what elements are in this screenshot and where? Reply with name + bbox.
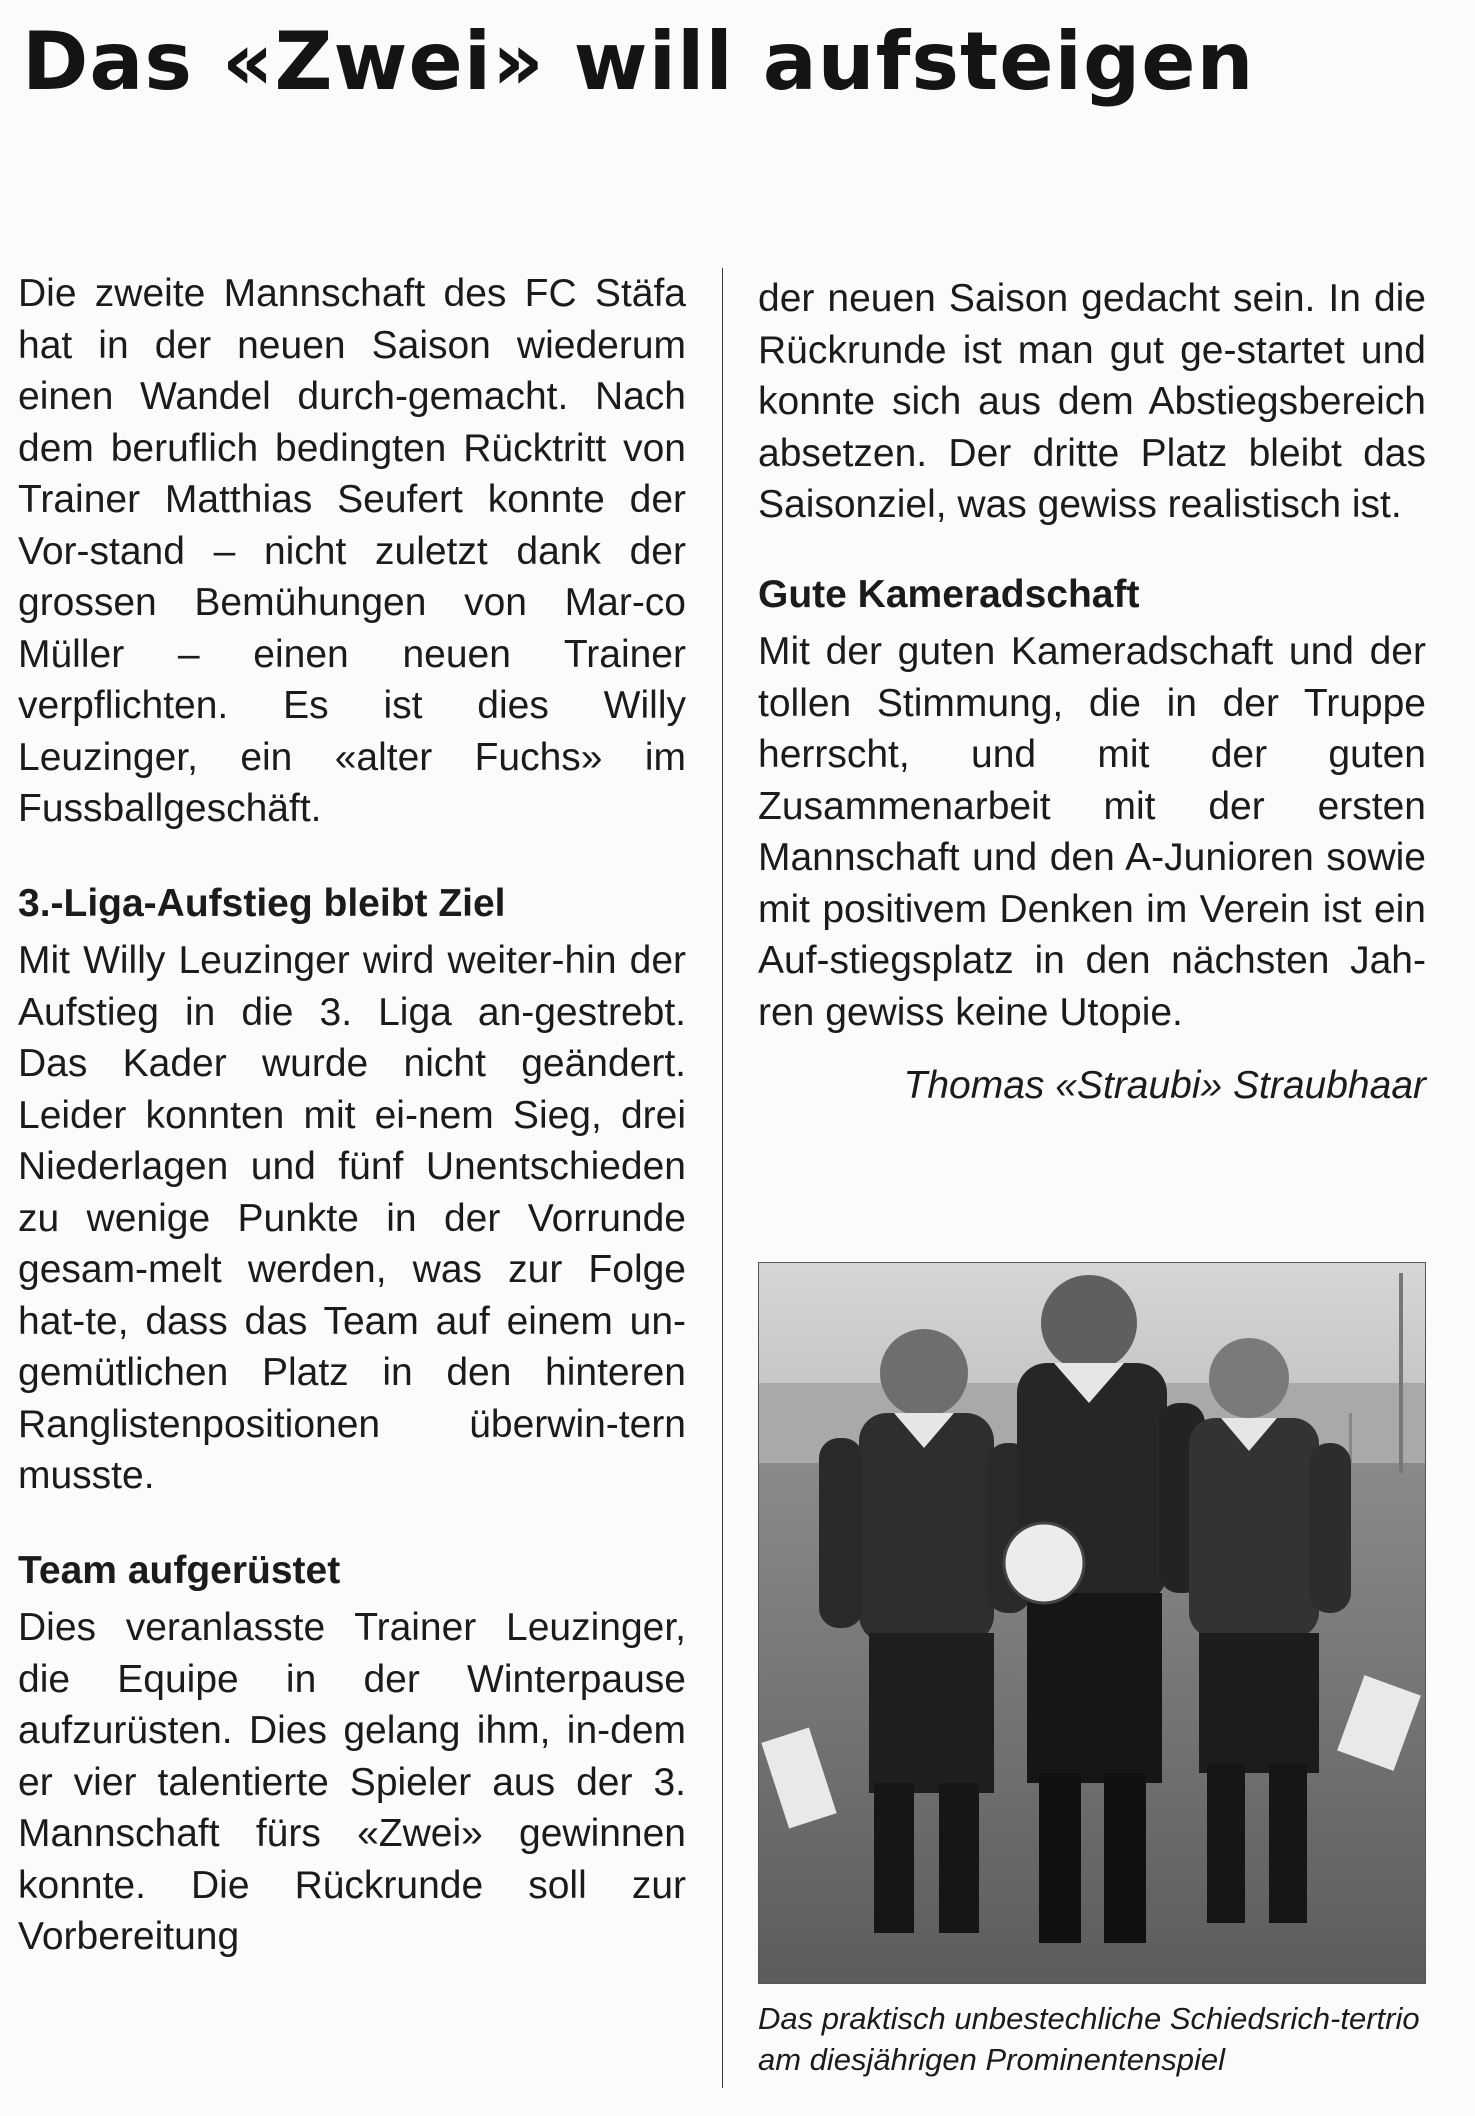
section-heading-liga: 3.-Liga-Aufstieg bleibt Ziel [18,881,506,925]
referee-photo [758,1262,1426,1984]
section-paragraph-team: Dies veranlasste Trainer Leuzinger, die Equipe in der Winterpause aufzurüsten. Dies gelang ihm, in-dem er vier talentierte Spieler aus der 3. Mannschaft fürs «Zwei» gewinnen konnte. Die Rückrunde soll zur Vorbereitung [18,1606,686,1958]
section-paragraph-liga: Mit Willy Leuzinger wird weiter-hin der Aufstieg in die 3. Liga an-gestrebt. Das Kader wurde nicht geändert. Leider konnten mit ei-nem Sieg, drei Niederlagen und fünf Unentschieden zu wenige Punkte in der Vorrunde gesam-melt werden, was zur Folge hat-te, dass das Team auf einem un-gemütlichen Platz in den hinteren Ranglistenpositionen überwin-tern musste. [18,939,686,1497]
right-column [758,273,1426,1112]
left-column [18,268,686,1963]
column-divider [722,268,723,2088]
section-heading-team: Team aufgerüstet [18,1548,341,1592]
section-paragraph-kameradschaft: Mit der guten Kameradschaft und der tollen Stimmung, die in der Truppe herrscht, und mit der guten Zusammenarbeit mit der ersten Mannschaft und den A-Junioren sowie mit positivem Denken im Verein ist ein Auf-stiegsplatz in den nächsten Jah-ren gewiss keine Utopie. [758,630,1426,1034]
author-signature: Thomas «Straubi» Straubhaar [903,1064,1426,1107]
photo-caption: Das praktisch unbestechliche Schiedsrich-tertrio am diesjährigen Prominentenspiel [758,2001,1420,2077]
section-paragraph-team-continued: der neuen Saison gedacht sein. In die Rückrunde ist man gut ge-startet und konnte sich aus dem Abstiegsbereich absetzen. Der dritte Platz bleibt das Saisonziel, was gewiss realistisch ist. [758,277,1426,526]
referee-photo-illustration [759,1263,1425,1983]
section-heading-kameradschaft: Gute Kameradschaft [758,572,1140,616]
intro-paragraph: Die zweite Mannschaft des FC Stäfa hat in der neuen Saison wiederum einen Wandel durch-gemacht. Nach dem beruflich bedingten Rücktritt von Trainer Matthias Seufert konnte der Vor-stand – nicht zuletzt dank der grossen Bemühungen von Mar-co Müller – einen neuen Trainer verpflichten. Es ist dies Willy Leuzinger, ein «alter Fuchs» im Fussballgeschäft. [18,272,686,830]
article-title: Das «Zwei» will aufsteigen [22,15,1255,108]
